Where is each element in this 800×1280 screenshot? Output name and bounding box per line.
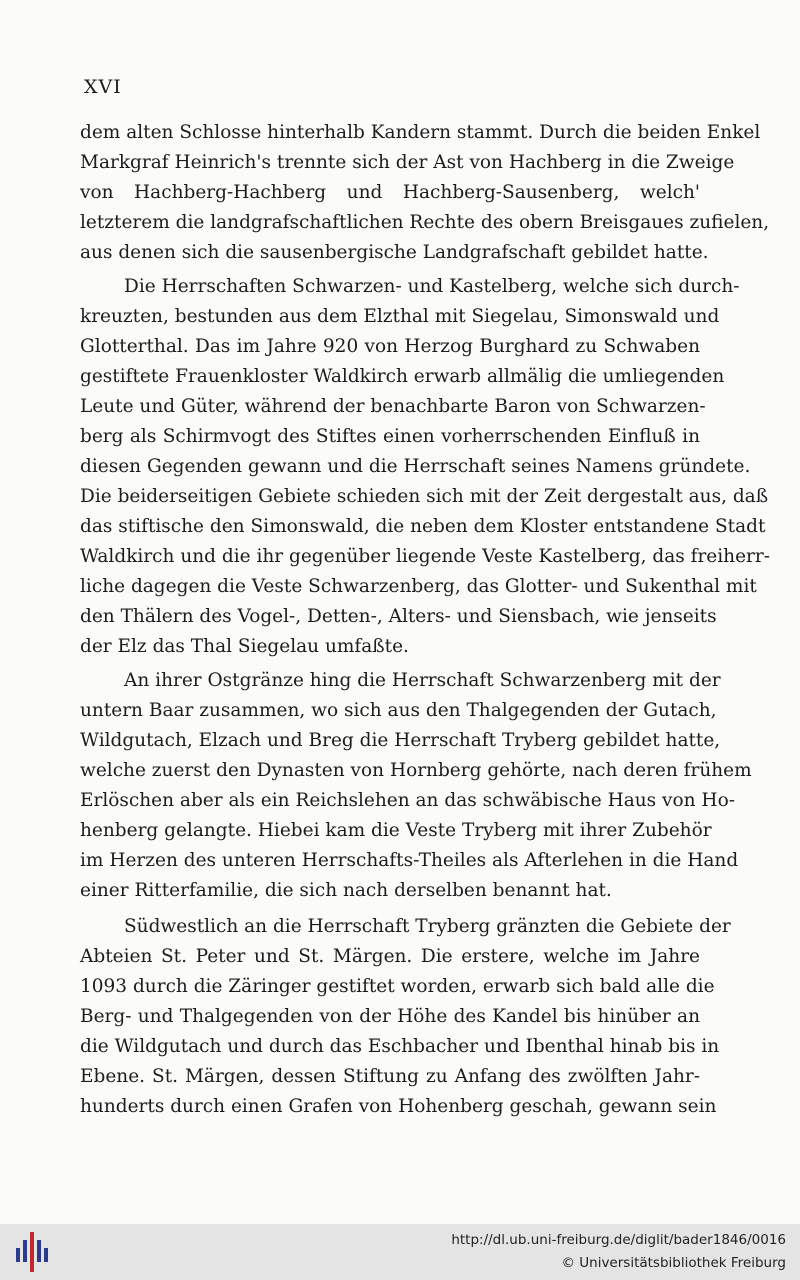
paragraph xyxy=(80,666,752,906)
text-line: Waldkirch und die ihr gegenüber liegende Veste Kastelberg, das freiherr- xyxy=(80,546,770,567)
text-line: Berg- und Thalgegenden von der Höhe des Kandel bis hinüber an xyxy=(80,1006,700,1027)
text-line: das stiftische den Simonswald, die neben dem Kloster entstandene Stadt xyxy=(80,516,766,537)
body-text xyxy=(80,118,770,1122)
library-logo-icon xyxy=(12,1230,50,1274)
source-url-link[interactable]: http://dl.ub.uni-freiburg.de/diglit/bader1846/0016 xyxy=(451,1232,786,1248)
text-line: Erlöschen aber als ein Reichslehen an das schwäbische Haus von Ho- xyxy=(80,790,735,811)
copyright-text: © Universitätsbibliothek Freiburg xyxy=(561,1255,786,1271)
text-line: 1093 durch die Zäringer gestiftet worden, erwarb sich bald alle die xyxy=(80,976,715,997)
text-line: welche zuerst den Dynasten von Hornberg gehörte, nach deren frühem xyxy=(80,760,752,781)
text-line: Leute und Güter, während der benachbarte Baron von Schwarzen- xyxy=(80,396,706,417)
text-line: Die beiderseitigen Gebiete schieden sich mit der Zeit dergestalt aus, daß xyxy=(80,486,769,507)
text-line: Abteien St. Peter und St. Märgen. Die erstere, welche im Jahre xyxy=(80,946,700,967)
text-line: einer Ritterfamilie, die sich nach derselben benannt hat. xyxy=(80,880,612,901)
text-line: von Hachberg-Hachberg und Hachberg-Sausenberg, welch' xyxy=(80,182,700,203)
text-line: Glotterthal. Das im Jahre 920 von Herzog Burghard zu Schwaben xyxy=(80,336,700,357)
text-line: Südwestlich an die Herrschaft Tryberg gränzten die Gebiete der xyxy=(124,916,731,937)
text-line: der Elz das Thal Siegelau umfaßte. xyxy=(80,636,409,657)
text-line: kreuzten, bestunden aus dem Elzthal mit Siegelau, Simonswald und xyxy=(80,306,720,327)
text-line: diesen Gegenden gewann und die Herrschaft seines Namens gründete. xyxy=(80,456,751,477)
text-line: den Thälern des Vogel-, Detten-, Alters- und Siensbach, wie jenseits xyxy=(80,606,717,627)
text-line: gestiftete Frauenkloster Waldkirch erwarb allmälig die umliegenden xyxy=(80,366,725,387)
footer-bar xyxy=(0,1224,800,1280)
paragraph xyxy=(80,272,770,662)
text-line: aus denen sich die sausenbergische Landgrafschaft gebildet hatte. xyxy=(80,242,709,263)
page-number: XVI xyxy=(84,76,122,98)
text-line: henberg gelangte. Hiebei kam die Veste Tryberg mit ihrer Zubehör xyxy=(80,820,712,841)
text-line: untern Baar zusammen, wo sich aus den Thalgegenden der Gutach, xyxy=(80,700,717,721)
text-line: Die Herrschaften Schwarzen- und Kastelberg, welche sich durch- xyxy=(124,276,740,297)
text-line: Markgraf Heinrich's trennte sich der Ast von Hachberg in die Zweige xyxy=(80,152,735,173)
text-line: letzterem die landgrafschaftlichen Rechte des obern Breisgaues zufielen, xyxy=(80,212,770,233)
text-line: Ebene. St. Märgen, dessen Stiftung zu Anfang des zwölften Jahr- xyxy=(80,1066,700,1087)
text-line: dem alten Schlosse hinterhalb Kandern stammt. Durch die beiden Enkel xyxy=(80,122,761,143)
text-line: liche dagegen die Veste Schwarzenberg, das Glotter- und Sukenthal mit xyxy=(80,576,757,597)
paragraph xyxy=(80,912,731,1122)
text-line: die Wildgutach und durch das Eschbacher und Ibenthal hinab bis in xyxy=(80,1036,720,1057)
text-line: im Herzen des unteren Herrschafts-Theiles als Afterlehen in die Hand xyxy=(80,850,739,871)
text-line: hunderts durch einen Grafen von Hohenberg geschah, gewann sein xyxy=(80,1096,717,1117)
paragraph xyxy=(80,118,770,268)
text-line: Wildgutach, Elzach und Breg die Herrschaft Tryberg gebildet hatte, xyxy=(80,730,721,751)
text-line: An ihrer Ostgränze hing die Herrschaft Schwarzenberg mit der xyxy=(124,670,721,691)
text-line: berg als Schirmvogt des Stiftes einen vorherrschenden Einfluß in xyxy=(80,426,700,447)
